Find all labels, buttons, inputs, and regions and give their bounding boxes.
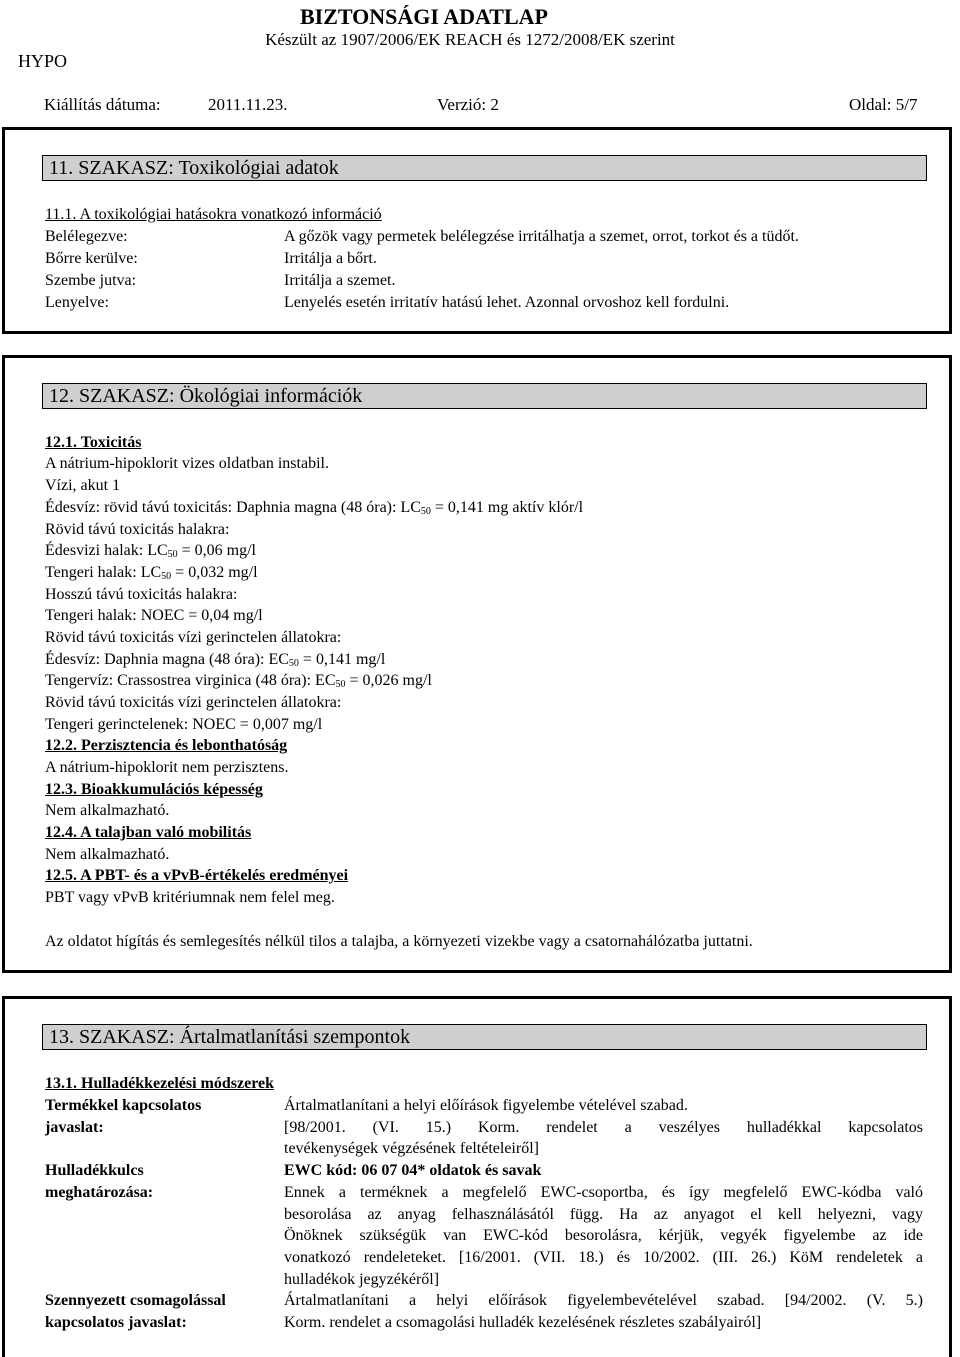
version: Verzió: 2 <box>437 95 499 114</box>
text-line: Nem alkalmazható. <box>45 802 170 819</box>
row-value-eyes: Irritálja a szemet. <box>284 272 396 289</box>
row-label-product: javaslat: <box>45 1119 104 1136</box>
section-12-2-title: 12.2. Perzisztencia és lebonthatóság <box>45 737 288 754</box>
row-value-ingestion: Lenyelés esetén irritatív hatású lehet. Azonnal orvoshoz kell fordulni. <box>284 294 730 311</box>
row-value-waste-code: Önöknek szükségük van EWC-kód besorolásra, kérjük, vegyék figyelembe az ide <box>284 1227 923 1244</box>
row-value-packaging: Ártalmatlanítani a helyi előírások figyelembevételével szabad. [94/2002. (V. 5.) <box>284 1292 923 1309</box>
row-label-ingestion: Lenyelve: <box>45 294 109 311</box>
section-12-4-title: 12.4. A talajban való mobilitás <box>45 824 252 841</box>
row-label-packaging: Szennyezett csomagolással <box>45 1292 226 1309</box>
page-number: Oldal: 5/7 <box>849 95 918 114</box>
text-line: A nátrium-hipoklorit nem perzisztens. <box>45 759 289 776</box>
issue-date: 2011.11.23. <box>208 95 288 114</box>
document-title: BIZTONSÁGI ADATLAP <box>300 4 548 29</box>
text-line: A nátrium-hipoklorit vizes oldatban instabil. <box>45 455 329 472</box>
text-line: Édesvíz: rövid távú toxicitás: Daphnia magna (48 óra): $LC_{50} = 0,141$ mg aktív klór/l <box>45 499 584 517</box>
text-line: Rövid távú toxicitás vízi gerinctelen állatokra: <box>45 694 342 711</box>
section-12 <box>2 355 952 973</box>
disposal-note: Az oldatot hígítás és semlegesítés nélkül tilos a talajba, a környezeti vizekbe vagy a csatornahálózatba juttatni. <box>45 933 753 950</box>
section-12-3-title: 12.3. Bioakkumulációs képesség <box>45 781 263 798</box>
section-11-1-title: 11.1. A toxikológiai hatásokra vonatkozó információ <box>45 206 382 223</box>
row-label-inhalation: Belélegezve: <box>45 228 128 245</box>
section-11 <box>2 127 952 334</box>
text-line: Rövid távú toxicitás vízi gerinctelen állatokra: <box>45 629 342 646</box>
row-value-product: tevékenységek végzésének feltételeiről] <box>284 1140 539 1157</box>
row-value-packaging: Korm. rendelet a csomagolási hulladék kezelésének részletes szabályairól] <box>284 1314 762 1331</box>
section-12-5-title: 12.5. A PBT- és a vPvB-értékelés eredményei <box>45 867 349 884</box>
row-value-product: Ártalmatlanítani a helyi előírások figyelembe vételével szabad. <box>284 1097 688 1114</box>
text-line: Vízi, akut 1 <box>45 477 121 494</box>
row-label-product: Termékkel kapcsolatos <box>45 1097 202 1114</box>
section-12-1-title: 12.1. Toxicitás <box>45 434 142 451</box>
row-value-waste-code: EWC kód: 06 07 04* oldatok és savak <box>284 1162 542 1179</box>
issue-date-label: Kiállítás dátuma: <box>44 95 161 114</box>
row-value-waste-code: hulladékok jegyzékéről] <box>284 1271 440 1288</box>
text-line: Hosszú távú toxicitás halakra: <box>45 586 238 603</box>
text-line: PBT vagy vPvB kritériumnak nem felel meg. <box>45 889 335 906</box>
text-line: Tengeri gerinctelenek: NOEC = 0,007 mg/l <box>45 716 323 733</box>
section-13 <box>2 996 952 1357</box>
text-line: Édesvíz: Daphnia magna (48 óra): $EC_{50} = 0,141$ mg/l <box>45 651 386 669</box>
row-label-skin: Bőrre kerülve: <box>45 250 138 267</box>
row-label-packaging: kapcsolatos javaslat: <box>45 1314 187 1331</box>
row-value-product: [98/2001. (VI. 15.) Korm. rendelet a veszélyes hulladékkal kapcsolatos <box>284 1119 923 1136</box>
text-line: Tengeri halak: $LC_{50} = 0,032$ mg/l <box>45 564 258 582</box>
row-value-skin: Irritálja a bőrt. <box>284 250 377 267</box>
text-line: Nem alkalmazható. <box>45 846 170 863</box>
section-12-heading: 12. SZAKASZ: Ökológiai információk <box>42 383 927 409</box>
row-value-waste-code: Ennek a terméknek a megfelelő EWC-csoportba, és így megfelelő EWC-kódba való <box>284 1184 923 1201</box>
section-11-heading: 11. SZAKASZ: Toxikológiai adatok <box>42 155 927 181</box>
row-value-waste-code: vonatkozó rendeleteket. [16/2001. (VII. 18.) és 10/2002. (III. 26.) KöM rendeletek a <box>284 1249 923 1266</box>
row-label-waste-code: Hulladékkulcs <box>45 1162 144 1179</box>
text-line: Tengeri halak: NOEC = 0,04 mg/l <box>45 607 263 624</box>
row-label-waste-code: meghatározása: <box>45 1184 154 1201</box>
text-line: Tengervíz: Crassostrea virginica (48 óra): $EC_{50} = 0,026$ mg/l <box>45 672 432 690</box>
text-line: Édesvizi halak: $LC_{50} = 0,06$ mg/l <box>45 542 256 560</box>
row-label-eyes: Szembe jutva: <box>45 272 137 289</box>
document-subtitle: Készült az 1907/2006/EK REACH és 1272/2008/EK szerint <box>265 30 675 49</box>
row-value-inhalation: A gőzök vagy permetek belélegzése irritálhatja a szemet, orrot, torkot és a tüdőt. <box>284 228 799 245</box>
section-13-1-title: 13.1. Hulladékkezelési módszerek <box>45 1075 275 1092</box>
section-13-heading: 13. SZAKASZ: Ártalmatlanítási szempontok <box>42 1024 927 1050</box>
text-line: Rövid távú toxicitás halakra: <box>45 521 230 538</box>
row-value-waste-code: besorolása az anyag felhasználásától függ. Ha az anyagot el kell helyezni, vagy <box>284 1206 923 1223</box>
product-name: HYPO <box>18 51 68 71</box>
